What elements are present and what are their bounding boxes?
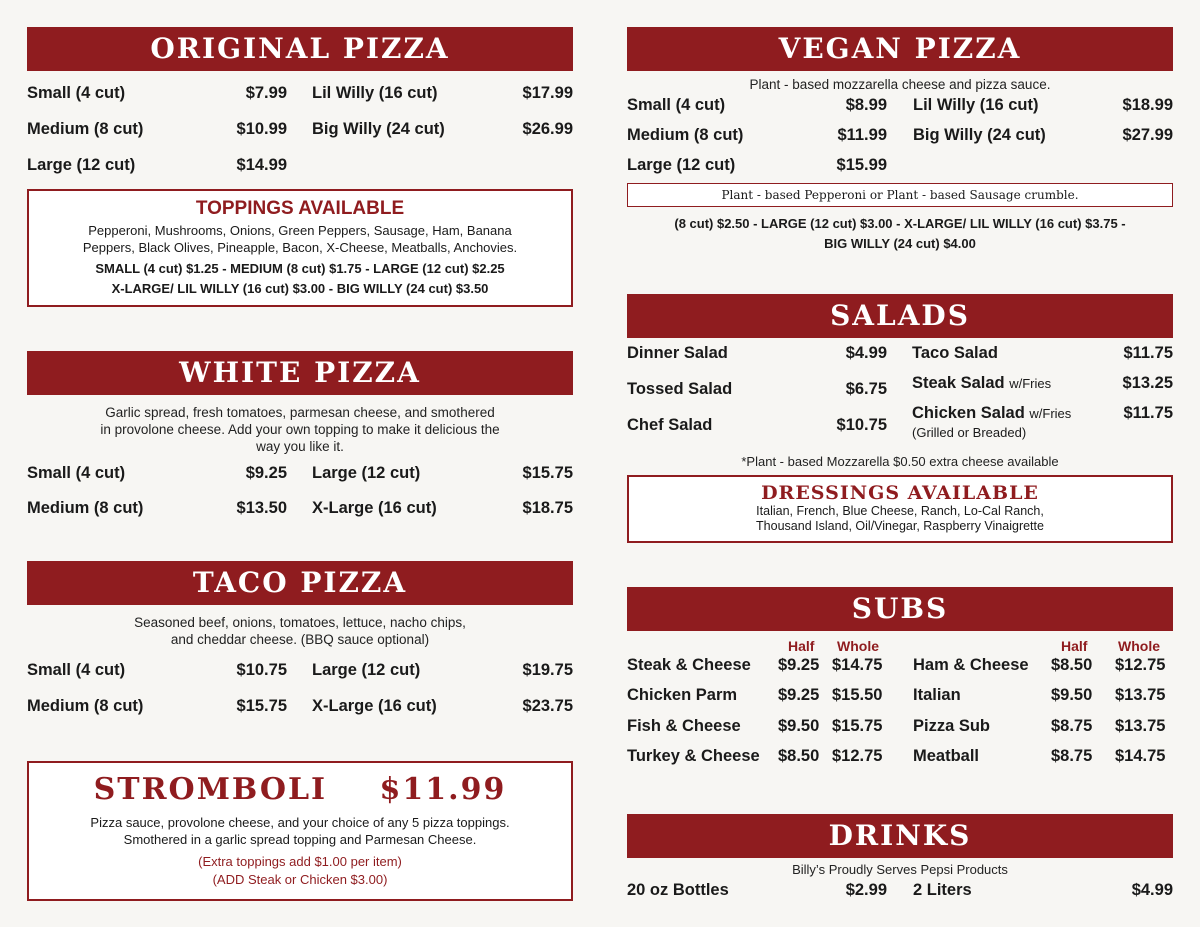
menu-item-price: $7.99 [245, 84, 287, 102]
stromboli-desc: Smothered in a garlic spread topping and Parmesan Cheese. [123, 832, 477, 847]
sub-whole-price: $12.75 [1115, 656, 1166, 674]
menu-item-name: 2 Liters [913, 881, 972, 899]
sub-whole-price: $13.75 [1115, 686, 1166, 704]
sub-name: Italian [913, 686, 961, 704]
menu-item-name: Big Willy (24 cut) [312, 120, 445, 138]
menu-item-price: $2.99 [845, 881, 887, 899]
vegan-toppings-price: (8 cut) $2.50 - LARGE (12 cut) $3.00 - X-LARGE/ LIL WILLY (16 cut) $3.75 - [674, 216, 1126, 231]
dressings-title: DRESSINGS AVAILABLE [761, 482, 1039, 504]
sub-name: Turkey & Cheese [627, 747, 760, 765]
taco-pizza-desc: and cheddar cheese. (BBQ sauce optional) [170, 632, 430, 647]
menu-item-price: $13.25 [1122, 374, 1173, 392]
vegan-toppings-box [627, 183, 1173, 207]
vegan-toppings-note: Plant - based Pepperoni or Plant - based Sausage crumble. [721, 188, 1079, 202]
toppings-box [27, 189, 573, 307]
half-header: Half [1061, 638, 1088, 654]
menu-item-price: $9.25 [245, 464, 287, 482]
dressings-list-line: Italian, French, Blue Cheese, Ranch, Lo-Cal Ranch, [756, 504, 1044, 518]
menu-item-price: $17.99 [522, 84, 573, 102]
menu-item-price: $10.75 [236, 661, 287, 679]
vegan-toppings-price: BIG WILLY (24 cut) $4.00 [824, 236, 976, 251]
white-pizza-banner: WHITE PIZZA [27, 351, 573, 395]
menu-item-name [912, 374, 1051, 393]
menu-item-name: X-Large (16 cut) [312, 499, 437, 517]
menu-item-price: $18.99 [1122, 96, 1173, 114]
menu-item-name: Lil Willy (16 cut) [913, 96, 1039, 114]
menu-item-name: Medium (8 cut) [27, 499, 144, 517]
salad-name: Steak Salad [912, 374, 1005, 392]
menu-item-price: $18.75 [522, 499, 573, 517]
whole-header: Whole [837, 638, 879, 654]
salads-banner: SALADS [627, 294, 1173, 338]
sub-whole-price: $13.75 [1115, 717, 1166, 735]
menu-item-name: Small (4 cut) [27, 84, 126, 102]
menu-item-name: Large (12 cut) [627, 156, 736, 174]
vegan-pizza-desc: Plant - based mozzarella cheese and pizza sauce. [749, 77, 1051, 92]
sub-half-price: $9.25 [778, 686, 820, 704]
drinks-banner: DRINKS [627, 814, 1173, 858]
dressings-box [627, 475, 1173, 543]
stromboli-box [27, 761, 573, 901]
sub-half-price: $8.50 [778, 747, 820, 765]
menu-item-name: X-Large (16 cut) [312, 697, 437, 715]
sub-name: Ham & Cheese [913, 656, 1029, 674]
stromboli-desc: Pizza sauce, provolone cheese, and your choice of any 5 pizza toppings. [90, 815, 510, 830]
menu-item-name: Medium (8 cut) [27, 120, 144, 138]
menu-item-name: Large (12 cut) [312, 464, 421, 482]
stromboli-extra: (ADD Steak or Chicken $3.00) [212, 872, 388, 887]
sub-half-price: $9.50 [778, 717, 820, 735]
menu-item-price: $15.99 [836, 156, 887, 174]
stromboli-title: STROMBOLI [93, 772, 328, 807]
sub-whole-price: $15.75 [832, 717, 883, 735]
toppings-list-line: Pepperoni, Mushrooms, Onions, Green Peppers, Sausage, Ham, Banana [88, 223, 512, 238]
half-header: Half [788, 638, 815, 654]
sub-name: Fish & Cheese [627, 717, 741, 735]
menu-item-name: Dinner Salad [627, 344, 728, 362]
menu-item-price: $11.75 [1123, 404, 1173, 422]
salad-name: Chicken Salad [912, 404, 1025, 422]
salads-note: *Plant - based Mozzarella $0.50 extra cheese available [741, 454, 1059, 469]
menu-item-price: $4.99 [1131, 881, 1173, 899]
menu-item-price: $6.75 [845, 380, 887, 398]
menu-item-name: Tossed Salad [627, 380, 733, 398]
menu-item-price: $15.75 [236, 697, 287, 715]
white-pizza-desc: way you like it. [256, 439, 344, 454]
toppings-title: TOPPINGS AVAILABLE [195, 198, 405, 219]
menu-item-price: $23.75 [522, 697, 573, 715]
toppings-list-line: Peppers, Black Olives, Pineapple, Bacon, X-Cheese, Meatballs, Anchovies. [82, 240, 518, 255]
sub-name: Chicken Parm [627, 686, 738, 704]
sub-name: Pizza Sub [913, 717, 991, 735]
menu-item-name [912, 404, 1071, 423]
menu-item-name: Small (4 cut) [627, 96, 726, 114]
sub-name: Steak & Cheese [627, 656, 751, 674]
menu-item-name: Medium (8 cut) [627, 126, 744, 144]
menu-item-name: Large (12 cut) [27, 156, 136, 174]
drinks-desc: Billy’s Proudly Serves Pepsi Products [792, 862, 1008, 877]
sub-name: Meatball [913, 747, 980, 765]
salad-note: w/Fries [1029, 406, 1072, 421]
white-pizza-desc: in provolone cheese. Add your own topping to make it delicious the [100, 422, 500, 437]
menu-item-name: 20 oz Bottles [627, 881, 729, 899]
menu-item-name: Taco Salad [912, 344, 998, 362]
sub-whole-price: $15.50 [832, 686, 883, 704]
sub-whole-price: $14.75 [1115, 747, 1166, 765]
menu-item-price: $11.75 [1123, 344, 1173, 362]
sub-half-price: $8.75 [1051, 747, 1093, 765]
white-pizza-desc: Garlic spread, fresh tomatoes, parmesan cheese, and smothered [105, 405, 495, 420]
menu-item-price: $27.99 [1122, 126, 1173, 144]
salad-note: w/Fries [1009, 376, 1052, 391]
toppings-price-line: X-LARGE/ LIL WILLY (16 cut) $3.00 - BIG WILLY (24 cut) $3.50 [111, 281, 489, 296]
salad-subnote: (Grilled or Breaded) [912, 425, 1027, 440]
sub-whole-price: $14.75 [832, 656, 883, 674]
menu-item-price: $26.99 [522, 120, 573, 138]
menu-item-price: $15.75 [522, 464, 573, 482]
stromboli-price: $11.99 [379, 772, 507, 807]
menu-item-name: Big Willy (24 cut) [913, 126, 1046, 144]
menu-item-name: Lil Willy (16 cut) [312, 84, 438, 102]
sub-half-price: $8.75 [1051, 717, 1093, 735]
menu-item-price: $14.99 [236, 156, 287, 174]
menu-item-name: Large (12 cut) [312, 661, 421, 679]
original-pizza-banner: ORIGINAL PIZZA [27, 27, 573, 71]
menu-item-name: Chef Salad [627, 416, 713, 434]
sub-half-price: $9.25 [778, 656, 820, 674]
menu-item-price: $4.99 [845, 344, 887, 362]
menu-item-name: Small (4 cut) [27, 661, 126, 679]
sub-whole-price: $12.75 [832, 747, 883, 765]
menu-item-price: $10.99 [236, 120, 287, 138]
menu-item-price: $8.99 [845, 96, 887, 114]
stromboli-extra: (Extra toppings add $1.00 per item) [198, 854, 402, 869]
menu-item-price: $11.99 [837, 126, 887, 144]
menu-item-price: $10.75 [836, 416, 887, 434]
menu-item-price: $13.50 [236, 499, 287, 517]
sub-half-price: $8.50 [1051, 656, 1093, 674]
taco-pizza-banner: TACO PIZZA [27, 561, 573, 605]
toppings-price-line: SMALL (4 cut) $1.25 - MEDIUM (8 cut) $1.75 - LARGE (12 cut) $2.25 [95, 261, 505, 276]
whole-header: Whole [1118, 638, 1160, 654]
vegan-pizza-banner: VEGAN PIZZA [627, 27, 1173, 71]
taco-pizza-desc: Seasoned beef, onions, tomatoes, lettuce, nacho chips, [134, 615, 466, 630]
menu-item-name: Small (4 cut) [27, 464, 126, 482]
sub-half-price: $9.50 [1051, 686, 1093, 704]
stromboli-heading [29, 769, 571, 811]
dressings-list-line: Thousand Island, Oil/Vinegar, Raspberry Vinaigrette [756, 519, 1044, 533]
menu-item-name: Medium (8 cut) [27, 697, 144, 715]
subs-banner: SUBS [627, 587, 1173, 631]
menu-item-price: $19.75 [522, 661, 573, 679]
